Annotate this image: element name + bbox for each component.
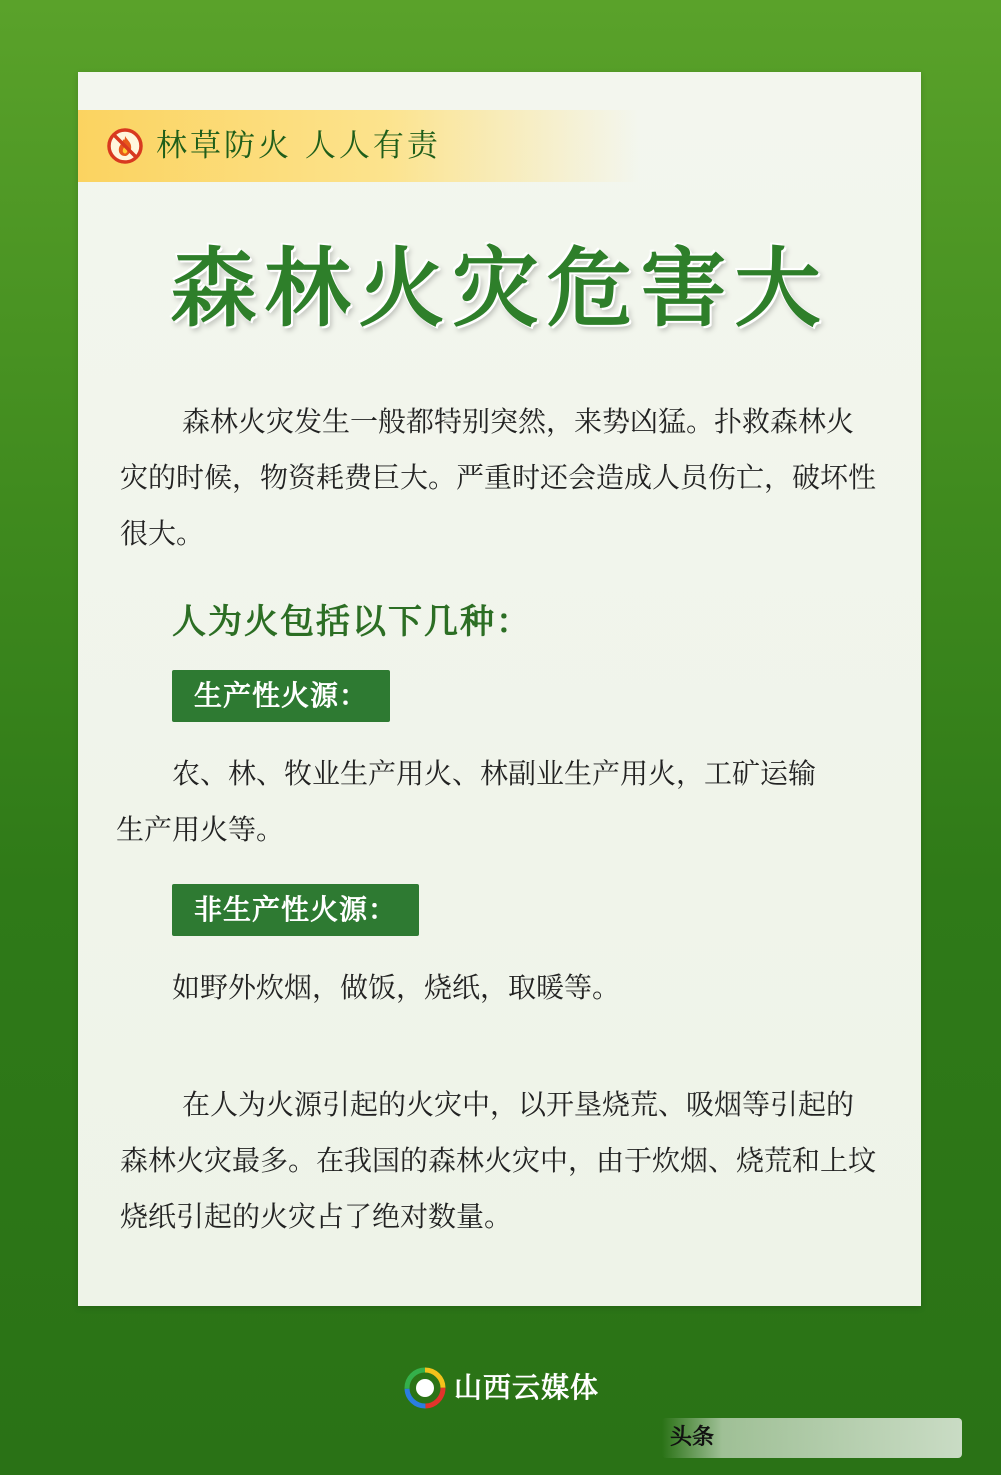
watermark-text: 头条 <box>670 1425 715 1450</box>
production-fire-text: 农、林、牧业生产用火、林副业生产用火，工矿运输生产用火等。 <box>116 757 817 846</box>
brand-name: 山西云媒体 <box>454 1371 600 1404</box>
watermark <box>662 1418 962 1458</box>
section-heading: 人为火包括以下几种： <box>172 602 532 642</box>
non-production-fire-tag: 非生产性火源： <box>172 884 419 936</box>
page-title: 森林火灾危害大 <box>170 238 829 339</box>
conclusion-paragraph: 在人为火源引起的火灾中，以开垦烧荒、吸烟等引起的森林火灾最多。在我国的森林火灾中，由于炊烟、烧荒和上坟烧纸引起的火灾占了绝对数量。 <box>120 1088 877 1233</box>
intro-paragraph: 森林火灾发生一般都特别突然，来势凶猛。扑救森林火灾的时候，物资耗费巨大。严重时还会造成人员伤亡，破坏性很大。 <box>120 405 877 550</box>
production-fire-tag: 生产性火源： <box>172 670 390 722</box>
content-card <box>78 72 921 1306</box>
slogan-text: 林草防火 人人有责 <box>156 128 441 164</box>
brand-logo-icon <box>404 1367 446 1409</box>
no-fire-icon <box>106 127 144 165</box>
non-production-fire-text: 如野外炊烟，做饭，烧纸，取暖等。 <box>172 971 621 1004</box>
slogan-banner <box>78 110 638 182</box>
